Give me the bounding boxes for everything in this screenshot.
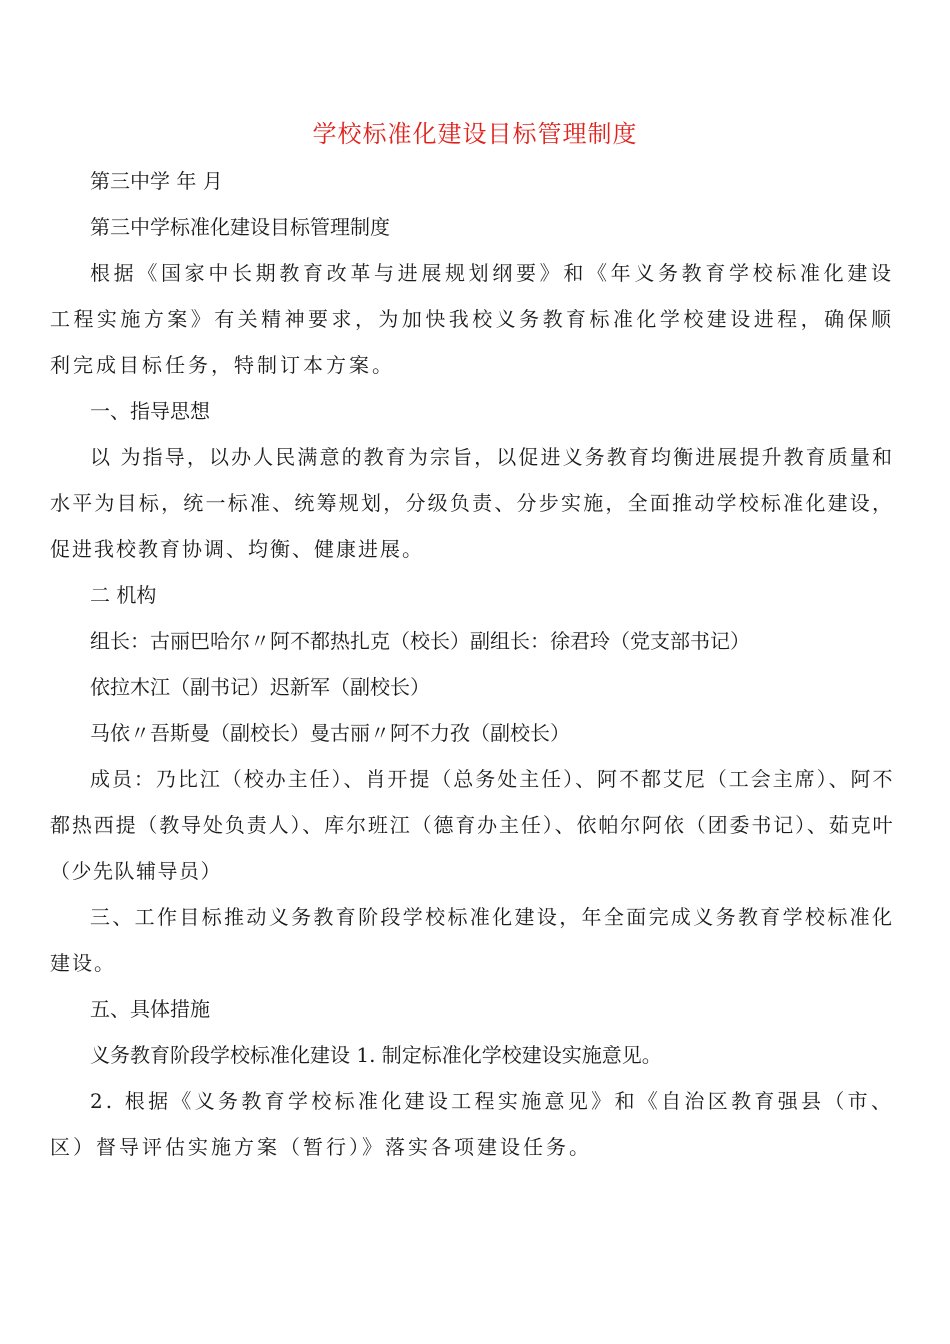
guiding-ideology-paragraph: 以 为指导，以办人民满意的教育为宗旨，以促进义务教育均衡进展提升教育质量和水平为目标，统一标准、统筹规划，分级负责、分步实施，全面推动学校标准化建设，促进我校教育协调、均衡、健康进展。 — [50, 445, 894, 561]
deputy-line-2: 马依〃吾斯曼（副校长）曼古丽〃阿不力孜（副校长） — [90, 721, 570, 745]
measure-item-1: 义务教育阶段学校标准化建设 1. 制定标准化学校建设实施意见。 — [90, 1043, 662, 1067]
measure-item-2: 2. 根据《义务教育学校标准化建设工程实施意见》和《自治区教育强县（市、区）督导评估实施方案（暂行）》落实各项建设任务。 — [50, 1089, 894, 1159]
members-paragraph: 成员：乃比江（校办主任）、肖开提（总务处主任）、阿不都艾尼（工会主席）、阿不都热西提（教导处负责人）、库尔班江（德育办主任）、依帕尔阿依（团委书记）、茹克叶（少先队辅导员） — [50, 767, 894, 883]
section-heading-organization: 二 机构 — [90, 583, 157, 607]
subtitle-line: 第三中学标准化建设目标管理制度 — [90, 215, 390, 239]
intro-paragraph: 根据《国家中长期教育改革与进展规划纲要》和《年义务教育学校标准化建设工程实施方案》有关精神要求，为加快我校义务教育标准化学校建设进程，确保顺利完成目标任务，特制订本方案。 — [50, 261, 894, 377]
date-line: 第三中学 年 月 — [90, 169, 223, 193]
work-goal-paragraph: 三、工作目标推动义务教育阶段学校标准化建设，年全面完成义务教育学校标准化建设。 — [50, 905, 894, 975]
leader-line: 组长：古丽巴哈尔〃阿不都热扎克（校长）副组长：徐君玲（党支部书记） — [90, 629, 750, 653]
document-body — [50, 158, 894, 1170]
section-heading-guiding-ideology: 一、指导思想 — [90, 399, 210, 423]
deputy-line-1: 依拉木江（副书记）迟新军（副校长） — [90, 675, 430, 699]
document-title: 学校标准化建设目标管理制度 — [312, 120, 638, 148]
section-heading-measures: 五、具体措施 — [90, 997, 210, 1021]
